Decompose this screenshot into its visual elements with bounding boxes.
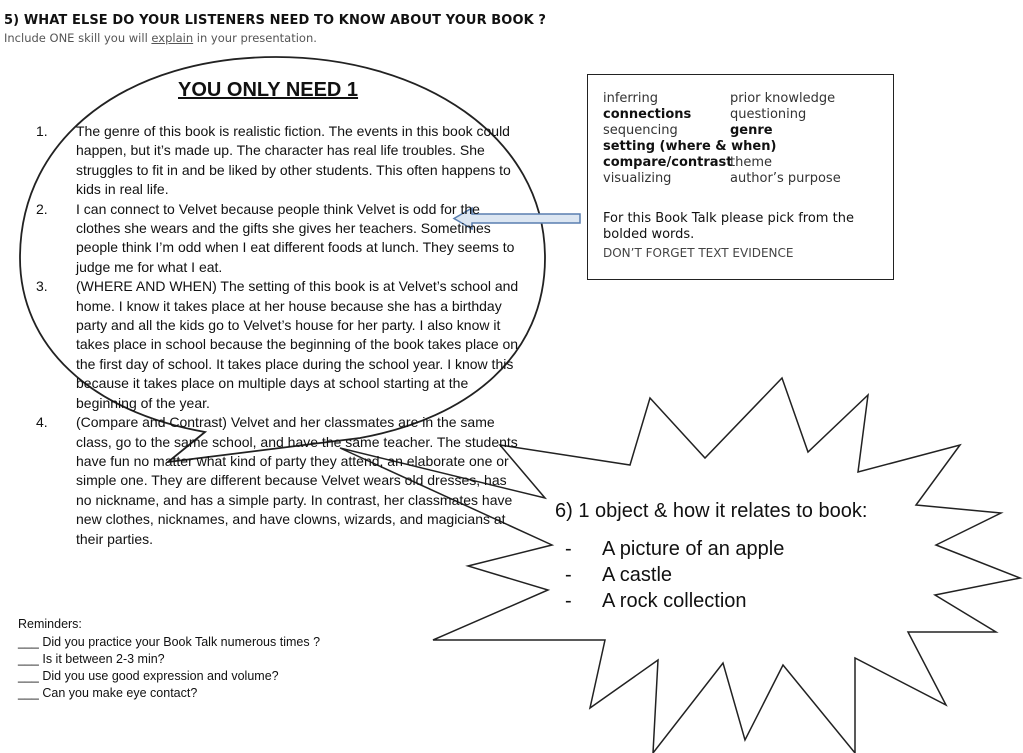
subheading-text: Include ONE skill you will	[4, 31, 152, 45]
strategy-word-bold: genre	[730, 123, 773, 138]
strategy-word-grid	[603, 91, 890, 187]
item-text: The genre of this book is realistic fiction. The events in this book could happen, but it’s made up. The character has real life troubles. She struggles to fit in and be liked by other students. This often happens to kids in real life.	[76, 123, 511, 198]
item-text: (WHERE AND WHEN) The setting of this book is at Velvet’s school and home. I know it takes place at her house because she has a birthday party and all the kids go to Velvet’s house for her party. I also know it takes place in school because the beginning of the book takes place on the first day of school. It takes place during the school year. I know this because it takes place on multiple days at school starting at the beginning of the year.	[76, 278, 519, 411]
list-item	[36, 122, 526, 200]
item-number: 4.	[36, 414, 48, 431]
reminder-item: ___ Can you make eye contact?	[18, 685, 320, 702]
strategy-word: theme	[730, 155, 772, 170]
strategy-word: questioning	[730, 107, 807, 122]
strategy-word: visualizing	[603, 171, 672, 186]
list-item	[36, 413, 526, 549]
list-item: - A picture of an apple	[565, 536, 784, 562]
item-text: I can connect to Velvet because people think Velvet is odd for the clothes she wears and the gifts she gives her teachers. Sometimes people think I’m odd when I eat different foods at lunch. They seems to judge me for what I eat.	[76, 200, 515, 275]
strategy-word-bold: connections	[603, 107, 692, 122]
list-item	[36, 200, 526, 278]
object-list	[565, 536, 784, 614]
strategy-word-bold: setting (where & when)	[603, 139, 777, 154]
subheading-text-end: in your presentation.	[193, 31, 317, 45]
bubble-title: YOU ONLY NEED 1	[178, 79, 359, 101]
strategy-word: prior knowledge	[730, 91, 836, 106]
list-item	[36, 277, 526, 413]
item-number: 3.	[36, 278, 48, 295]
item-number: 2.	[36, 200, 48, 217]
reminder-item: ___ Did you use good expression and volume?	[18, 668, 320, 685]
strategy-word: inferring	[603, 91, 658, 106]
section-heading: 5) WHAT ELSE DO YOUR LISTENERS NEED TO KNOW ABOUT YOUR BOOK ?	[4, 13, 547, 28]
skill-examples-list	[36, 122, 526, 549]
subheading-underlined: explain	[151, 31, 194, 45]
list-item: - A rock collection	[565, 588, 784, 614]
reminders-list	[18, 634, 320, 702]
text-evidence-warning: DON’T FORGET TEXT EVIDENCE	[603, 246, 794, 260]
strategy-word: sequencing	[603, 123, 678, 138]
section-subheading	[4, 31, 317, 45]
reminder-item: ___ Did you practice your Book Talk numerous times ?	[18, 634, 320, 651]
strategy-note: For this Book Talk please pick from the bolded words.	[603, 211, 854, 242]
item-text: (Compare and Contrast) Velvet and her classmates are in the same class, go to the same school, and have the same teacher. The students have fun no matter what kind of party they attend, an elaborate one or simple one. They are different because Velvet wears old dresses, has no nickname, and has a simple party. In contrast, her classmates have new clothes, nicknames, and have clowns, wizards, and magicians at their parties.	[76, 414, 518, 547]
reminder-item: ___ Is it between 2-3 min?	[18, 651, 320, 668]
strategy-word: author’s purpose	[730, 171, 841, 186]
reminders-section	[18, 616, 320, 702]
strategy-box	[587, 74, 894, 280]
object-section-title: 6) 1 object & how it relates to book:	[555, 500, 868, 522]
item-number: 1.	[36, 123, 48, 139]
list-item: - A castle	[565, 562, 784, 588]
strategy-word-bold: compare/contrast	[603, 155, 733, 170]
reminders-title: Reminders:	[18, 617, 82, 631]
